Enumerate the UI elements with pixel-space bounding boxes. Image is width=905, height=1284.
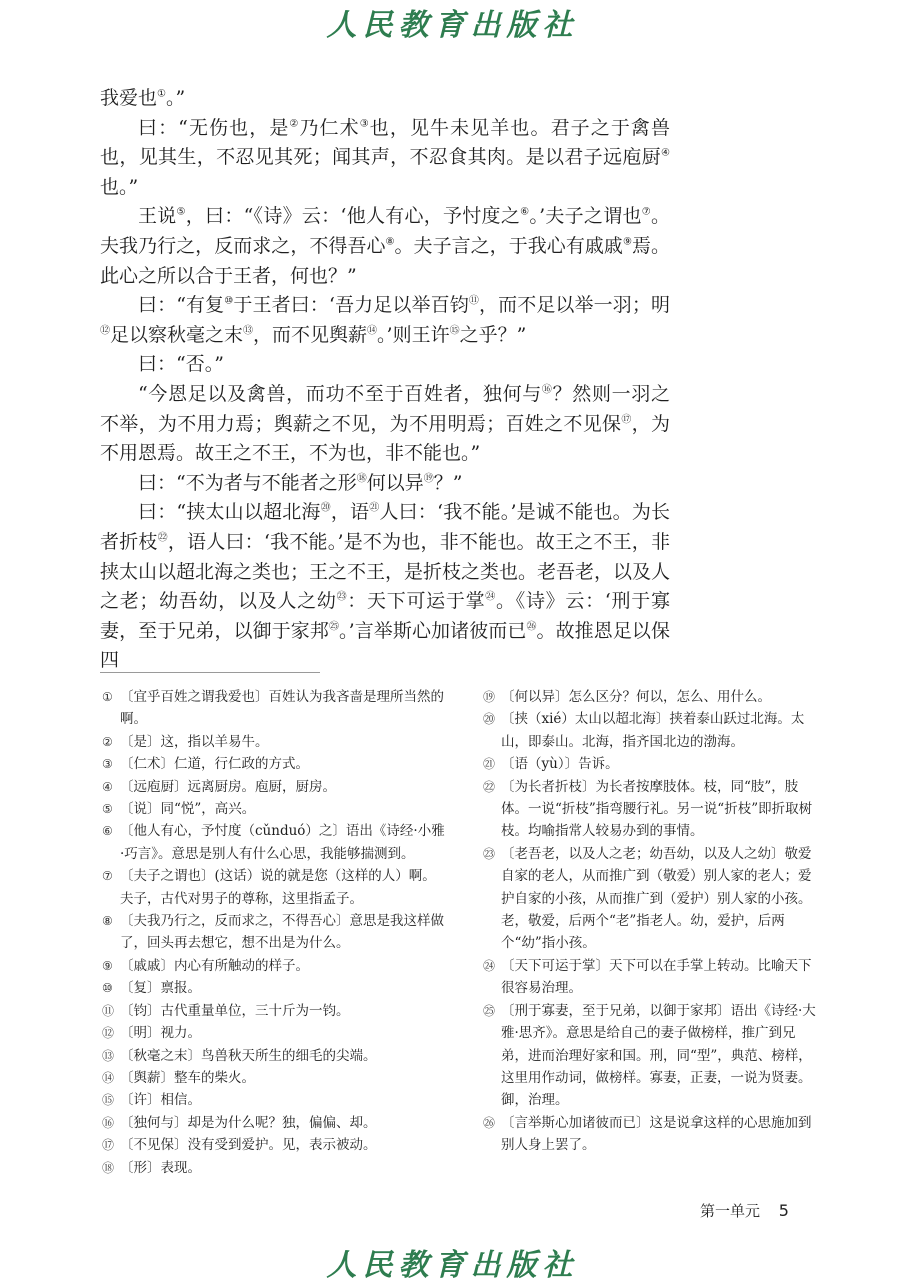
footnote-number: ㉖ <box>483 1115 496 1130</box>
footnotes-left-column <box>102 686 447 1179</box>
footnote-text: 〔夫我乃行之，反而求之，不得吾心〕意思是我这样做了，回头再去想它，想不出是为什么。 <box>120 913 444 952</box>
footnote-text: 〔何以异〕怎么区分？何以，怎么、用什么。 <box>501 689 771 705</box>
footnote-item <box>102 1089 447 1111</box>
publisher-logo-bottom: 人民教育出版社 <box>326 1248 579 1283</box>
footnote-item <box>483 776 818 843</box>
footnote-number: ③ <box>102 757 113 772</box>
paragraph-3: 王说⑤，曰：“《诗》云：‘他人有心，予忖度之⑥。’夫子之谓也⑦。夫我乃行之，反而求之，不得吾心⑧。夫子言之，于我心有戚戚⑨焉。此心之所以合于王者，何也？” <box>100 205 670 287</box>
paragraph-4: 曰：“有复⑩于王者曰：‘吾力足以举百钧⑪，而不足以举一羽；明⑫足以察秋毫之末⑬，而不见舆薪⑭。’则王许⑮之乎？” <box>100 294 670 346</box>
footnote-item <box>102 1067 447 1089</box>
footnote-item <box>102 753 447 775</box>
footnote-item <box>102 1000 447 1022</box>
footnote-item <box>102 1134 447 1156</box>
footnote-item <box>102 776 447 798</box>
footnote-text: 〔复〕禀报。 <box>120 980 201 997</box>
footnotes-right-column <box>483 686 818 1157</box>
main-text <box>100 84 670 676</box>
footnote-item <box>102 977 447 999</box>
footnote-text: 〔刑于寡妻，至于兄弟，以御于家邦〕语出《诗经·大雅·思齐》。意思是给自己的妻子做榜样，推广到兄弟，进而治理好家和国。刑，同“型”，典范、榜样，这里用作动词，做榜样。寡妻，正妻，一说为贤妻。御，治理。 <box>501 1002 816 1109</box>
publisher-logo-top: 人民教育出版社 <box>326 8 579 43</box>
footnote-text: 〔仁术〕仁道，行仁政的方式。 <box>120 756 309 773</box>
footnote-number: ㉓ <box>483 846 496 861</box>
paragraph-1: 我爱也①。” <box>100 87 186 109</box>
footnote-number: ⑫ <box>102 1026 115 1041</box>
footnote-number: ⑮ <box>102 1093 115 1108</box>
footnote-number: ⑪ <box>102 1003 115 1018</box>
footnote-item <box>102 1022 447 1044</box>
footnote-item <box>483 686 818 708</box>
footnote-text: 〔挟（xié）太山以超北海〕挟着泰山跃过北海。太山，即泰山。北海，指齐国北边的渤海。 <box>501 711 805 750</box>
footnote-text: 〔秋毫之末〕鸟兽秋天所生的细毛的尖端。 <box>120 1047 377 1064</box>
footnote-item <box>102 865 447 910</box>
footnote-number: ㉑ <box>483 757 496 772</box>
footnote-item <box>102 798 447 820</box>
footnote-number: ㉔ <box>483 958 496 973</box>
footnote-number: ㉕ <box>483 1003 496 1018</box>
footnote-text: 〔为长者折枝〕为长者按摩肢体。枝，同“肢”，肢体。一说“折枝”指弯腰行礼。另一说“折枝”即折取树枝。均喻指常人较易办到的事情。 <box>501 778 813 840</box>
footnote-number: ④ <box>102 779 113 794</box>
footnote-text: 〔宜乎百姓之谓我爱也〕百姓认为我吝啬是理所当然的啊。 <box>120 689 444 728</box>
footnote-text: 〔他人有心，予忖度（cǔnduó）之〕语出《诗经·小雅·巧言》。意思是别人有什么心思，我能够揣测到。 <box>120 823 445 862</box>
footnote-text: 〔天下可运于掌〕天下可以在手掌上转动。比喻天下很容易治理。 <box>501 957 812 997</box>
footnote-text: 〔远庖厨〕远离厨房。庖厨，厨房。 <box>120 778 336 795</box>
footnote-item <box>102 820 447 865</box>
footnote-text: 〔形〕表现。 <box>120 1159 201 1176</box>
unit-label: 第一单元 <box>700 1202 761 1220</box>
paragraph-2: 曰：“无伤也，是②乃仁术③也，见牛未见羊也。君子之于禽兽也，见其生，不忍见其死；闻其声，不忍食其肉。是以君子远庖厨④也。” <box>100 116 670 198</box>
footnote-text: 〔舆薪〕整车的柴火。 <box>120 1069 255 1086</box>
footnote-text: 〔语（yù）〕告诉。 <box>501 756 619 773</box>
paragraph-7: 曰：“不为者与不能者之形⑱何以异⑲？” <box>138 471 463 494</box>
footnote-number: ① <box>102 690 113 704</box>
footnote-text: 〔许〕相信。 <box>120 1092 201 1109</box>
footnote-number: ⑤ <box>102 802 113 817</box>
footnote-divider <box>100 672 320 673</box>
page-footer <box>700 1200 820 1221</box>
footnote-item <box>102 1112 447 1134</box>
footnote-number: ⑰ <box>102 1138 115 1153</box>
footnote-item <box>102 686 447 731</box>
paragraph-8: 曰：“挟太山以超北海⑳，语$^㉑$人曰：‘我不能。’是诚不能也。为长者折枝$^㉒$，语人曰：‘我不能。’是不为也，非不能也。故王之不王，非挟太山以超北海之类也；王之不王，是折枝之类也。老吾老，以及人之老；幼吾幼，以及人之幼$^㉓$：天下可运于掌$^㉔$。《诗》云：‘刑于寡妻，至于兄弟，以御于家邦$^㉕$。’言举斯心加诸彼而已$^㉖$。故推恩足以保四 <box>100 501 671 672</box>
footnote-item <box>483 1000 818 1112</box>
footnote-text: 〔老吾老，以及人之老；幼吾幼，以及人之幼〕敬爱自家的老人，从而推广到（敬爱）别人家的老人；爱护自家的小孩，从而推广到（爱护）别人家的小孩。老，敬爱，后两个“老”指老人。幼，爱护，后两个“幼”指小孩。 <box>501 845 812 952</box>
footnote-text: 〔夫子之谓也〕(这话）说的就是您（这样的人）啊。夫子，古代对男子的尊称，这里指孟子。 <box>120 868 436 907</box>
footnote-number: ⑥ <box>102 824 113 839</box>
footnote-number: ⑨ <box>102 958 113 973</box>
footnote-item <box>102 1157 447 1179</box>
footnote-number: ⑭ <box>102 1070 115 1085</box>
footnote-item <box>102 731 447 753</box>
footnote-text: 〔钧〕古代重量单位，三十斤为一钧。 <box>120 1002 350 1019</box>
footnote-number: ⑲ <box>483 690 496 704</box>
paragraph-6: “今恩足以及禽兽，而功不至于百姓者，独何与⑯？然则一羽之不举，为不用力焉；舆薪之不见，为不用明焉；百姓之不见保⑰，为不用恩焉。故王之不王，不为也，非不能也。” <box>100 382 670 465</box>
footnote-text: 〔明〕视力。 <box>120 1025 201 1042</box>
footnote-item <box>483 955 818 1000</box>
footnote-number: ② <box>102 734 113 749</box>
footnote-item <box>102 1045 447 1067</box>
footnote-number: ⑯ <box>102 1115 115 1130</box>
footnote-text: 〔独何与〕却是为什么呢？独，偏偏、却。 <box>120 1114 377 1131</box>
footnote-number: ⑦ <box>102 869 113 884</box>
footnote-text: 〔言举斯心加诸彼而已〕这是说拿这样的心思施加到别人身上罢了。 <box>501 1114 812 1154</box>
footnote-item <box>483 753 818 775</box>
footnote-text: 〔不见保〕没有受到爱护。见，表示被动。 <box>120 1137 377 1154</box>
paragraph-5: 曰：“否。” <box>138 353 224 376</box>
footnote-item <box>483 708 818 753</box>
footnote-item <box>102 910 447 955</box>
footnote-number: ⑧ <box>102 914 113 929</box>
footnote-number: ㉒ <box>483 779 496 794</box>
footnote-item <box>483 1112 818 1157</box>
footnote-text: 〔是〕这，指以羊易牛。 <box>120 733 269 750</box>
footnote-number: ⑬ <box>102 1048 115 1063</box>
footnote-item <box>102 955 447 977</box>
footnote-text: 〔戚戚〕内心有所触动的样子。 <box>120 957 309 974</box>
footnote-item <box>483 843 818 955</box>
footnote-number: ⑩ <box>102 981 113 996</box>
footnote-text: 〔说〕同“悦”，高兴。 <box>120 801 256 818</box>
page-number: 5 <box>778 1201 789 1220</box>
footnote-number: ⑱ <box>102 1160 115 1175</box>
footnote-number: ⑳ <box>483 712 496 727</box>
